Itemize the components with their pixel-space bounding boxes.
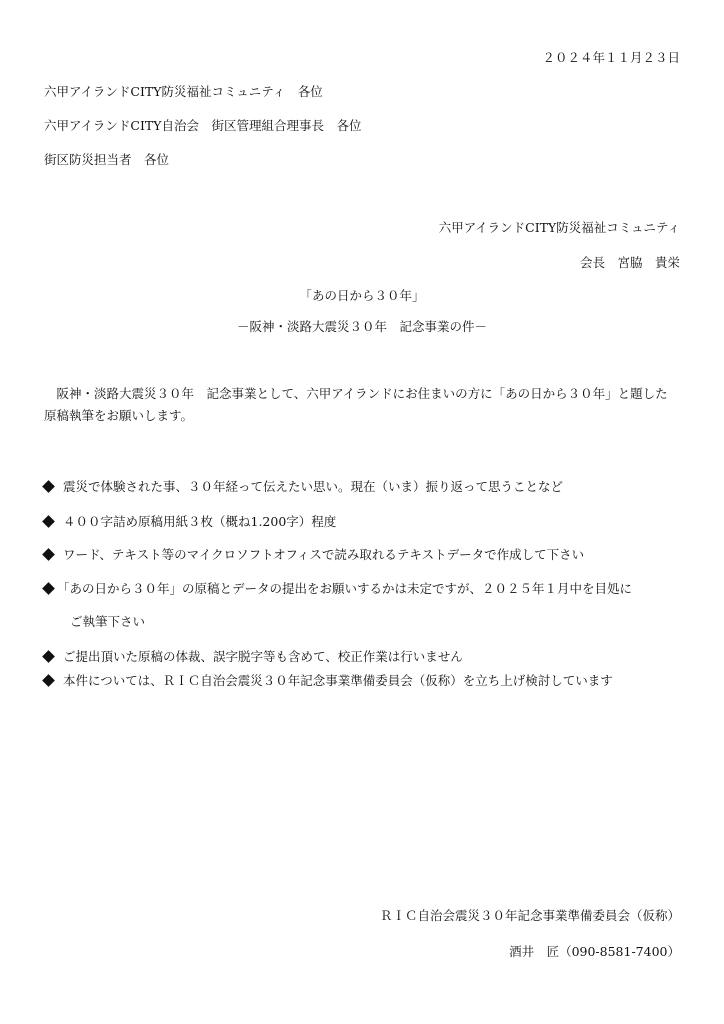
document-title: 「あの日から３０年」 bbox=[299, 288, 425, 303]
list-item bbox=[44, 651, 463, 664]
document-subtitle: －阪神・淡路大震災３０年 記念事業の件－ bbox=[236, 319, 487, 334]
list-item-continuation: ご執筆下さい bbox=[70, 614, 146, 629]
sender-organization: 六甲アイランドCITY防災福祉コミュニティ bbox=[438, 220, 680, 235]
list-item bbox=[44, 549, 584, 562]
diamond-bullet-icon bbox=[42, 515, 55, 528]
recipient-line-1: 六甲アイランドCITY防災福祉コミュニティ 各位 bbox=[44, 84, 323, 99]
list-item-text: ご提出頂いた原稿の体裁、誤字脱字等も含めて、校正作業は行いません bbox=[63, 649, 463, 664]
diamond-bullet-icon bbox=[42, 480, 55, 493]
list-item bbox=[44, 481, 563, 494]
recipient-line-2: 六甲アイランドCITY自治会 街区管理組合理事長 各位 bbox=[44, 118, 362, 133]
diamond-bullet-icon bbox=[42, 582, 55, 595]
diamond-bullet-icon bbox=[42, 650, 55, 663]
footer-committee: ＲＩＣ自治会震災３０年記念事業準備委員会（仮称） bbox=[379, 908, 680, 923]
recipient-line-3: 街区防災担当者 各位 bbox=[44, 152, 170, 167]
sender-person: 会長 宮脇 貴栄 bbox=[579, 255, 680, 270]
footer-contact: 酒井 匠（090-8581-7400） bbox=[509, 944, 680, 959]
list-item bbox=[44, 516, 336, 529]
body-paragraph: 阪神・淡路大震災３０年 記念事業として、六甲アイランドにお住まいの方に「あの日から３０年」と題した原稿執筆をお願いします。 bbox=[44, 386, 668, 423]
list-item-text: 震災で体験された事、３０年経って伝えたい思い。現在（いま）振り返って思うことなど bbox=[63, 479, 564, 494]
document-date: ２０２４年１１月２３日 bbox=[542, 50, 680, 65]
list-item-text: ４００字詰め原稿用紙３枚（概ね1.200字）程度 bbox=[63, 514, 337, 529]
list-item-text: 「あの日から３０年」の原稿とデータの提出をお願いするかは未定ですが、２０２５年１月中を目処に bbox=[57, 581, 633, 596]
list-item-text: ワード、テキスト等のマイクロソフトオフィスで読み取れるテキストデータで作成して下さい bbox=[63, 547, 585, 562]
list-item bbox=[44, 675, 613, 688]
list-item bbox=[44, 583, 632, 596]
list-item-text: 本件については、ＲＩＣ自治会震災３０年記念事業準備委員会（仮称）を立ち上げ検討しています bbox=[63, 673, 613, 688]
diamond-bullet-icon bbox=[42, 674, 55, 687]
diamond-bullet-icon bbox=[42, 548, 55, 561]
